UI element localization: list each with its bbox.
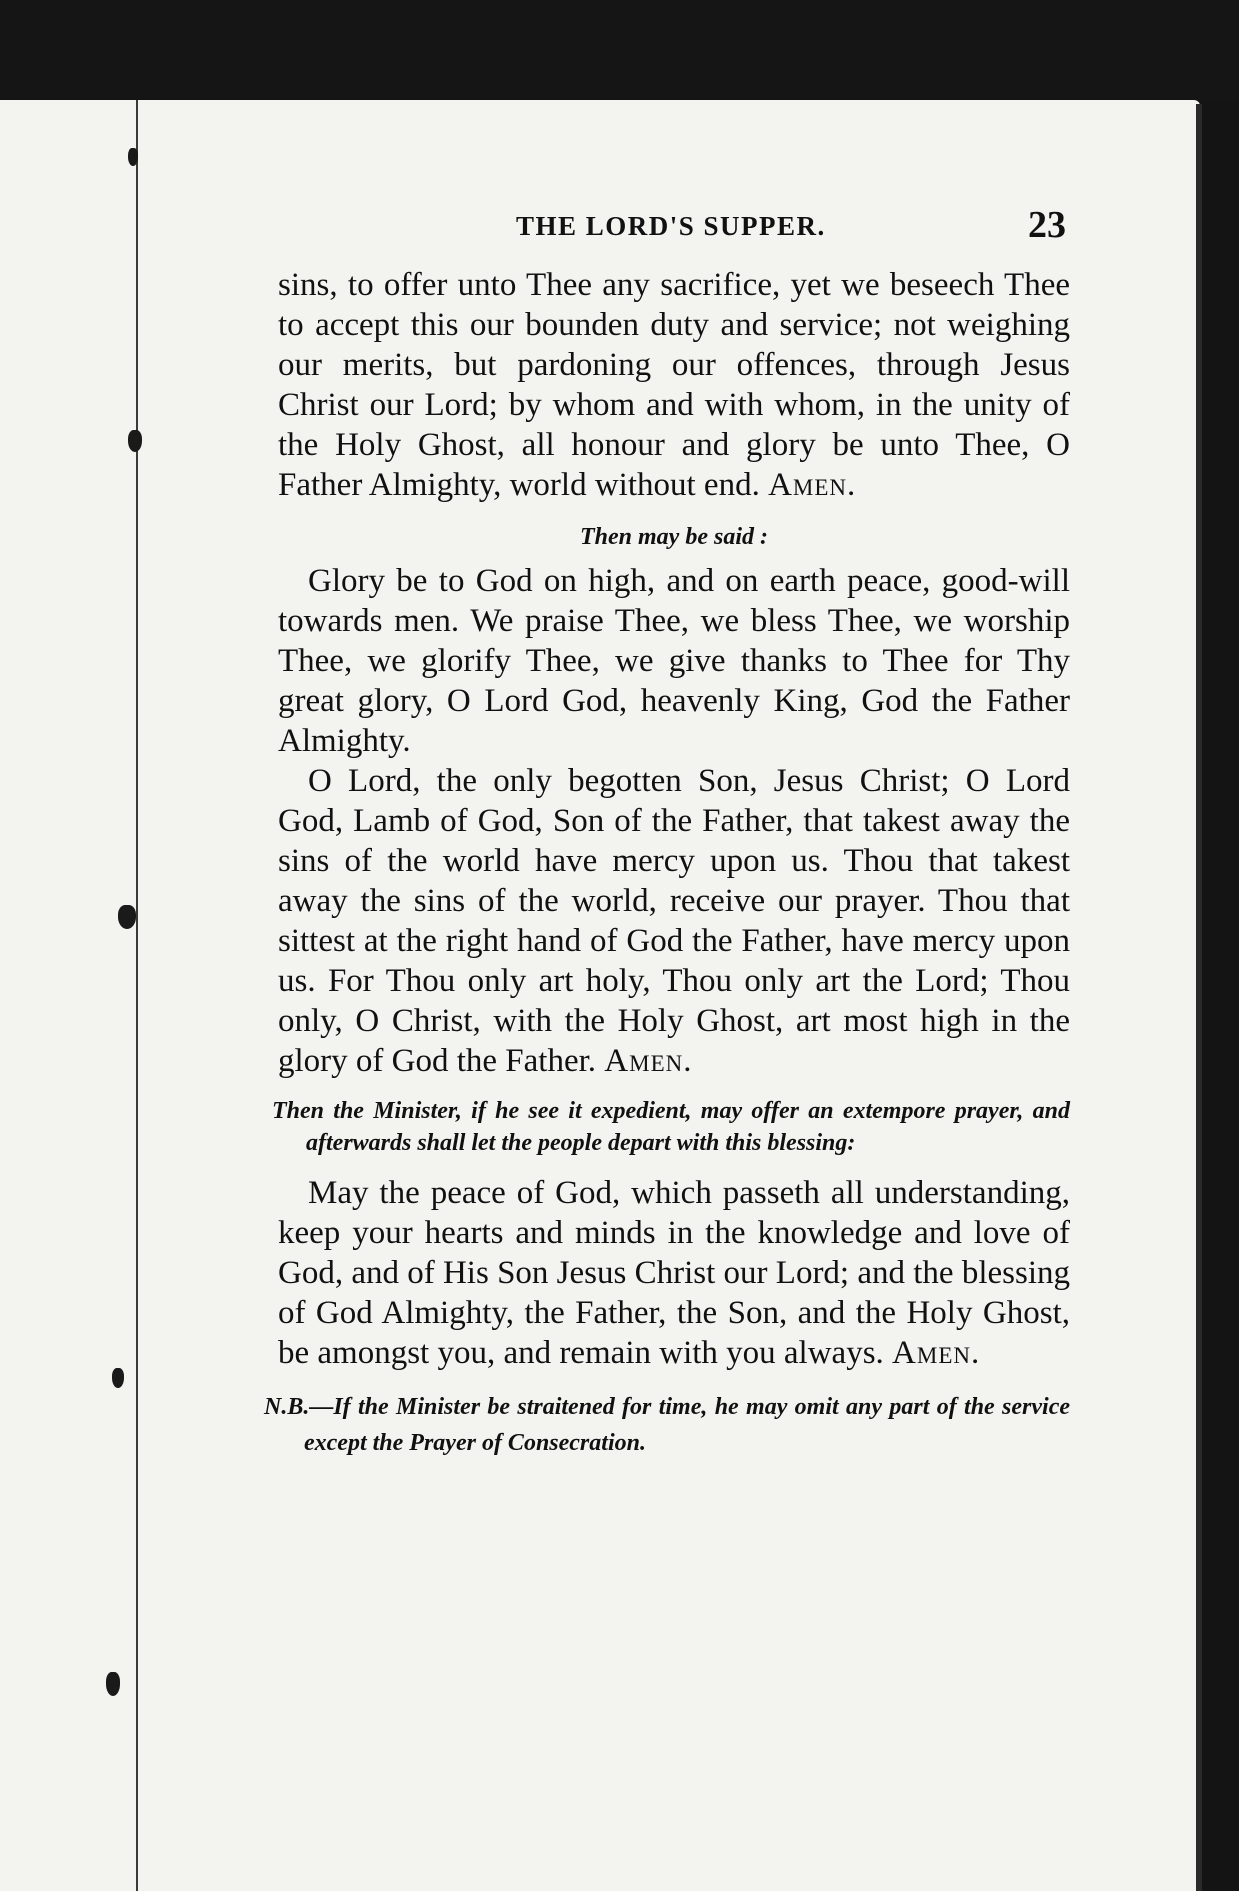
page-text-block — [264, 204, 1070, 1461]
paragraph-text: O Lord, the only begotten Son, Jesus Christ; O Lord God, Lamb of God, Son of the Father, that takest away the sins of the world have mercy upon us. Thou that takest away the sins of the world, receive our prayer. Thou that sittest at the right hand of God the Father, have mercy upon us. For Thou only art holy, Thou only art the Lord; Thou only, O Christ, with the Holy Ghost, art most high in the glory of God the Father. — [278, 763, 1070, 1079]
binding-thread-mark — [118, 905, 136, 929]
amen-word: Amen. — [604, 1043, 693, 1079]
paragraph-text: sins, to offer unto Thee any sacrifice, yet we beseech Thee to accept this our bounden duty and service; not weighing our merits, but pardoning our offences, through Jesus Christ our Lord; by whom and with whom, in the unity of the Holy Ghost, all honour and glory be unto Thee, O Father Almighty, world without end. — [278, 267, 1070, 503]
running-head: THE LORD'S SUPPER. — [516, 211, 826, 241]
page-edge-shadow — [1196, 104, 1202, 1891]
binding-thread-mark — [128, 430, 142, 452]
binding-thread-mark — [106, 1672, 120, 1696]
page-number: 23 — [1028, 204, 1066, 246]
prayer-paragraph — [278, 265, 1070, 505]
binding-gutter-line — [136, 100, 138, 1891]
binding-thread-mark — [128, 148, 138, 166]
rubric: Then may be said : — [580, 524, 768, 550]
amen-word: Amen. — [892, 1335, 981, 1371]
page-header — [278, 205, 1070, 257]
footnote: N.B.—If the Minister be straitened for time, he may omit any part of the service except the Prayer of Consecration. — [264, 1394, 1070, 1456]
gloria-paragraph: Glory be to God on high, and on earth peace, good-will towards men. We praise Thee, we bless Thee, we worship Thee, we glorify Thee, we give thanks to Thee for Thy great glory, O Lord God, heavenly King, God the Father Almighty. — [278, 563, 1070, 759]
blessing-paragraph — [278, 1173, 1070, 1373]
gloria-paragraph-continued — [278, 761, 1070, 1081]
paragraph-text: May the peace of God, which passeth all understanding, keep your hearts and minds in the knowledge and love of God, and of His Son Jesus Christ our Lord; and the blessing of God Almighty, the Father, the Son, and the Holy Ghost, be amongst you, and remain with you always. — [278, 1175, 1070, 1371]
scan-top-margin — [0, 0, 1239, 100]
rubric-instruction: Then the Minister, if he see it expedient, may offer an extempore prayer, and afterwards shall let the people depart with this blessing: — [272, 1098, 1070, 1156]
binding-thread-mark — [112, 1368, 124, 1388]
amen-word: Amen. — [768, 467, 857, 503]
